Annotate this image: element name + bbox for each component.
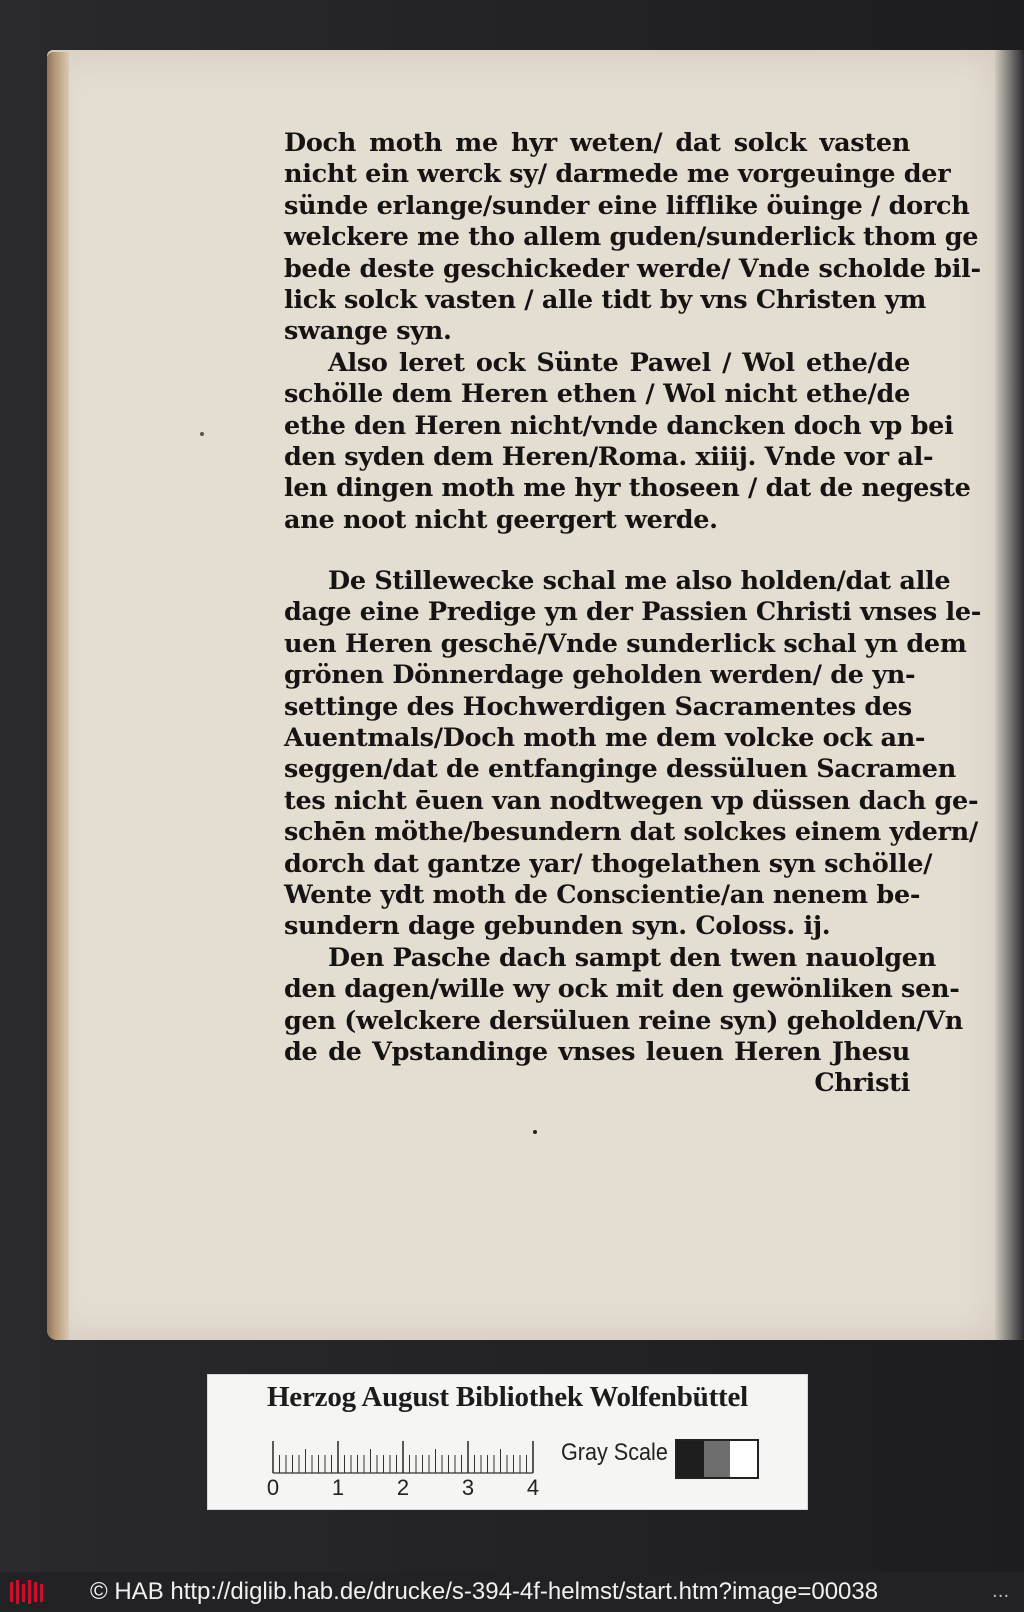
text-line: ethe den Heren nicht/vnde dancken doch vp bei bbox=[284, 410, 954, 441]
ruler-label: 1 bbox=[331, 1475, 345, 1500]
text-line: bede deste geschickeder werde/ Vnde scholde bil- bbox=[284, 253, 981, 284]
text-line: schölle dem Heren ethen / Wol nicht ethe/de bbox=[284, 379, 910, 410]
text-line: ane noot nicht geergert werde. bbox=[284, 504, 718, 535]
text-line: settinge des Hochwerdigen Sacramentes des bbox=[284, 691, 912, 722]
color-scale-card bbox=[207, 1374, 808, 1510]
text-line: welckere me tho allem guden/sunderlick thom ge bbox=[284, 222, 979, 253]
text-line: nicht ein werck sy/ darmede me vorgeuinge der bbox=[284, 159, 951, 190]
text-line: dage eine Predige yn der Passien Christi vnses le- bbox=[284, 597, 982, 628]
text-line: Doch moth me hyr weten/ dat solck vasten bbox=[284, 128, 910, 158]
text-line: Wente ydt moth de Conscientie/an nenem be- bbox=[284, 879, 921, 910]
text-line: sünde erlange/sunder eine lifflike öuinge / dorch bbox=[284, 190, 970, 221]
text-line: schēn möthe/besundern dat solckes einem ydern/ bbox=[284, 817, 978, 848]
ruler-labels bbox=[263, 1475, 563, 1501]
text-line: den syden dem Heren/Roma. xiiij. Vnde vor al- bbox=[284, 441, 934, 472]
hab-logo-icon bbox=[8, 1578, 48, 1606]
text-line: Also leret ock Sünte Pawel / Wol ethe/de bbox=[328, 347, 910, 378]
page-dot bbox=[533, 1130, 537, 1134]
paragraph-gap bbox=[284, 536, 910, 566]
text-line: lick solck vasten / alle tidt by vns Christen ym bbox=[284, 284, 927, 315]
gray-swatch bbox=[704, 1441, 731, 1477]
page-left-edge bbox=[47, 52, 69, 1340]
gray-swatch bbox=[677, 1441, 704, 1477]
ruler-label: 4 bbox=[526, 1475, 540, 1500]
ruler-ticks bbox=[272, 1439, 542, 1475]
text-line: seggen/dat de entfanginge dessüluen Sacramen bbox=[284, 754, 956, 785]
text-line: De Stillewecke schal me also holden/dat alle bbox=[328, 566, 951, 597]
library-name: Herzog August Bibliothek Wolfenbüttel bbox=[266, 1381, 749, 1413]
text-line: de de Vpstandinge vnses leuen Heren Jhesu bbox=[284, 1036, 910, 1067]
text-line: tes nicht ēuen van nodtwegen vp düssen dach ge- bbox=[284, 785, 979, 816]
ruler-label: 3 bbox=[461, 1475, 475, 1500]
text-line: len dingen moth me hyr thoseen / dat de negeste bbox=[284, 473, 971, 504]
gray-scale-label: Gray Scale bbox=[561, 1439, 668, 1466]
text-line: grönen Dönnerdage geholden werden/ de yn- bbox=[284, 660, 916, 691]
text-line: Den Pasche dach sampt den twen nauolgen bbox=[328, 942, 936, 973]
text-line: sundern dage gebunden syn. Coloss. ij. bbox=[284, 911, 831, 942]
gray-swatches bbox=[675, 1439, 759, 1479]
text-line: swange syn. bbox=[284, 316, 452, 347]
ruler-label: 2 bbox=[396, 1475, 410, 1500]
footer-bar bbox=[0, 1572, 1024, 1612]
text-line: Auentmals/Doch moth me dem volcke ock an- bbox=[284, 723, 926, 754]
more-options-icon[interactable]: ... bbox=[992, 1581, 1010, 1602]
ruler-label: 0 bbox=[266, 1475, 280, 1500]
margin-mark bbox=[200, 432, 204, 436]
gray-swatch bbox=[730, 1441, 757, 1477]
page-right-edge bbox=[995, 50, 1024, 1340]
footer-credit-link[interactable]: © HAB http://diglib.hab.de/drucke/s-394-4f-helmst/start.htm?image=00038 bbox=[90, 1578, 879, 1605]
ruler bbox=[272, 1439, 542, 1475]
catchword: Christi bbox=[814, 1068, 910, 1099]
text-line: dorch dat gantze yar/ thogelathen syn schölle/ bbox=[284, 848, 933, 879]
text-line: uen Heren geschē/Vnde sunderlick schal yn dem bbox=[284, 628, 967, 659]
text-line: gen (welckere dersüluen reine syn) geholden/Vn bbox=[284, 1005, 963, 1036]
text-line: den dagen/wille wy ock mit den gewönliken sen- bbox=[284, 974, 960, 1005]
page-text-block bbox=[284, 128, 982, 1100]
